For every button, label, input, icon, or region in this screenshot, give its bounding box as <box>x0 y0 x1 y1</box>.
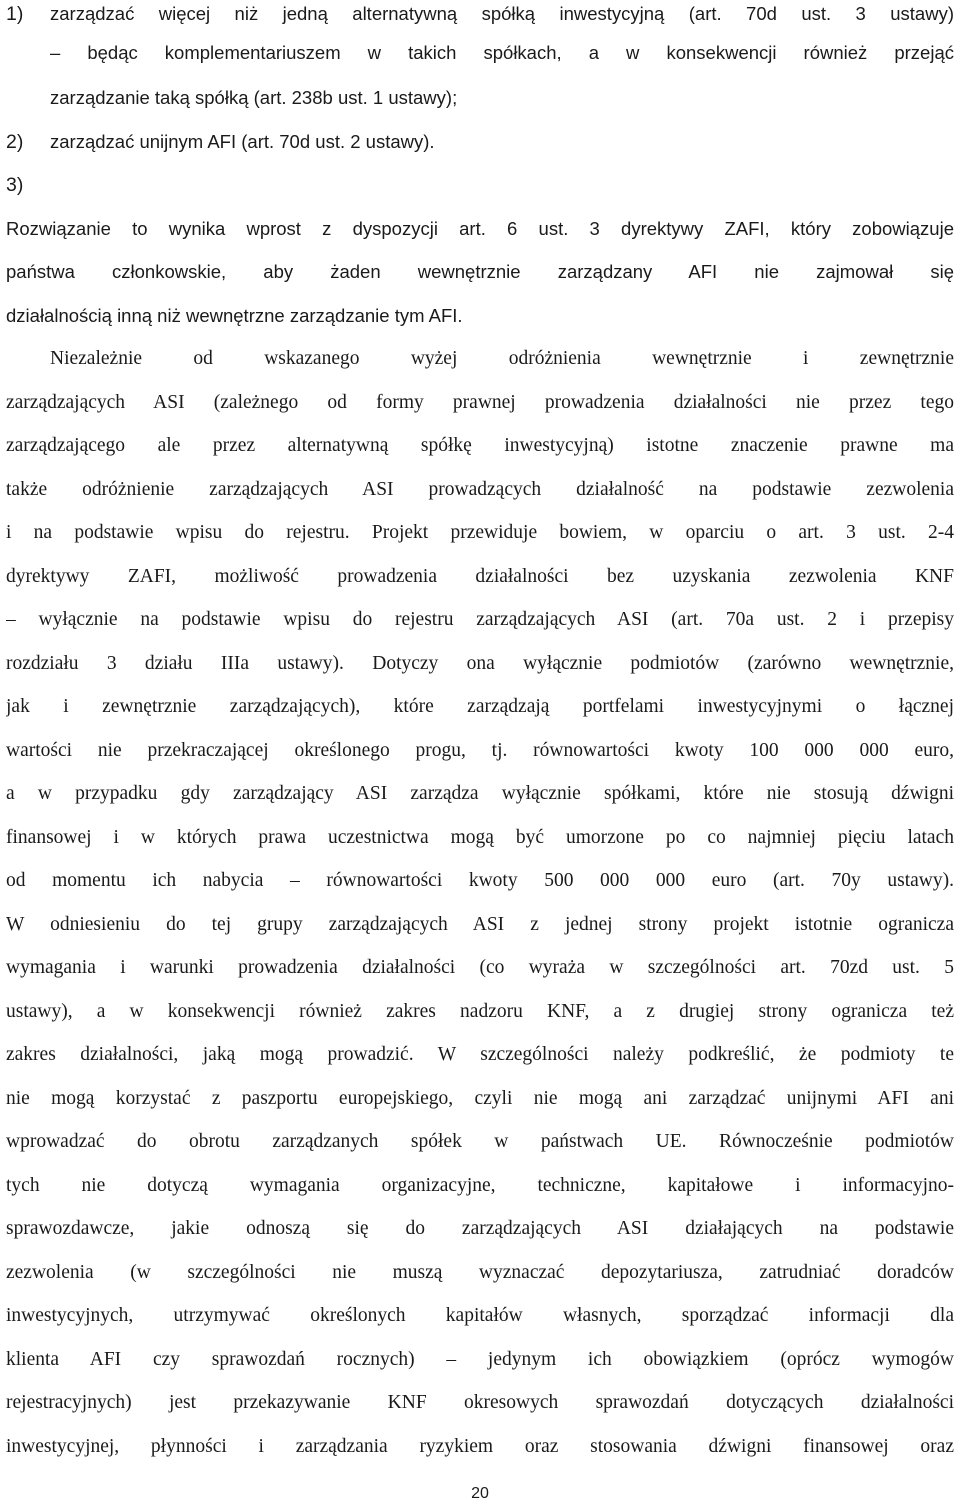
list-marker-2: 2) <box>6 131 24 153</box>
paragraph-2-line-7: – wyłącznie na podstawie wpisu do rejestru zarządzających ASI (art. 70a ust. 2 i przepisy <box>6 609 954 630</box>
paragraph-2-line-22: zezwolenia (w szczególności nie muszą wyznaczać depozytariusza, zatrudniać doradców <box>6 1262 954 1283</box>
paragraph-2-line-25: rejestracyjnych) jest przekazywanie KNF okresowych sprawozdań dotyczących działalności <box>6 1392 954 1413</box>
paragraph-2-line-12: finansowej i w których prawa uczestnictwa mogą być umorzone po co najmniej pięciu latach <box>6 827 954 848</box>
paragraph-2-line-5: i na podstawie wpisu do rejestru. Projekt przewiduje bowiem, w oparciu o art. 3 ust. 2-4 <box>6 522 954 543</box>
list-item-1-line-1: zarządzać więcej niż jedną alternatywną spółką inwestycyjną (art. 70d ust. 3 ustawy) <box>50 3 954 24</box>
list-item-1-line-3: zarządzanie taką spółką (art. 238b ust. 1 ustawy); <box>50 87 458 108</box>
paragraph-2-line-6: dyrektywy ZAFI, możliwość prowadzenia działalności bez uzyskania zezwolenia KNF <box>6 566 954 587</box>
paragraph-2-line-15: wymagania i warunki prowadzenia działalności (co wyraża w szczególności art. 70zd ust. 5 <box>6 957 954 978</box>
list-item-2-line-1: zarządzać unijnym AFI (art. 70d ust. 2 ustawy). <box>50 131 435 152</box>
paragraph-2-line-17: zakres działalności, jaką mogą prowadzić. W szczególności należy podkreślić, że podmioty te <box>6 1044 954 1065</box>
paragraph-1-line-2: państwa członkowskie, aby żaden wewnętrznie zarządzany AFI nie zajmował się <box>6 261 954 282</box>
paragraph-2-line-21: sprawozdawcze, jakie odnoszą się do zarządzających ASI działających na podstawie <box>6 1218 954 1239</box>
list-item-1-line-2: – będąc komplementariuszem w takich spółkach, a w konsekwencji również przejąć <box>50 42 954 63</box>
paragraph-2-line-9: jak i zewnętrznie zarządzających), które zarządzają portfelami inwestycyjnymi o łącznej <box>6 696 954 717</box>
paragraph-2-line-20: tych nie dotyczą wymagania organizacyjne, techniczne, kapitałowe i informacyjno- <box>6 1175 954 1196</box>
paragraph-1-line-1: Rozwiązanie to wynika wprost z dyspozycji art. 6 ust. 3 dyrektywy ZAFI, który zobowiązuje <box>6 218 954 239</box>
paragraph-2-line-16: ustawy), a w konsekwencji również zakres nadzoru KNF, a z drugiej strony ogranicza też <box>6 1001 954 1022</box>
paragraph-2-line-23: inwestycyjnych, utrzymywać określonych kapitałów własnych, sporządzać informacji dla <box>6 1305 954 1326</box>
paragraph-2-line-3: zarządzającego ale przez alternatywną spółkę inwestycyjną) istotne znaczenie prawne ma <box>6 435 954 456</box>
paragraph-2-line-2: zarządzających ASI (zależnego od formy prawnej prowadzenia działalności nie przez tego <box>6 392 954 413</box>
page-number: 20 <box>471 1485 489 1502</box>
paragraph-1-line-3: działalnością inną niż wewnętrzne zarządzanie tym AFI. <box>6 305 463 326</box>
paragraph-2-line-4: także odróżnienie zarządzających ASI prowadzących działalność na podstawie zezwolenia <box>6 479 954 500</box>
paragraph-2-line-13: od momentu ich nabycia – równowartości kwoty 500 000 000 euro (art. 70y ustawy). <box>6 870 954 891</box>
paragraph-2-line-1: Niezależnie od wskazanego wyżej odróżnienia wewnętrznie i zewnętrznie <box>50 348 954 369</box>
paragraph-2-line-8: rozdziału 3 działu IIIa ustawy). Dotyczy ona wyłącznie podmiotów (zarówno wewnętrznie, <box>6 653 954 674</box>
paragraph-2-line-14: W odniesieniu do tej grupy zarządzających ASI z jednej strony projekt istotnie ogranicza <box>6 914 954 935</box>
paragraph-2-line-24: klienta AFI czy sprawozdań rocznych) – jedynym ich obowiązkiem (oprócz wymogów <box>6 1349 954 1370</box>
list-marker-3: 3) <box>6 174 24 196</box>
paragraph-2-line-11: a w przypadku gdy zarządzający ASI zarządza wyłącznie spółkami, które nie stosują dźwigni <box>6 783 954 804</box>
paragraph-2-line-26: inwestycyjnej, płynności i zarządzania ryzykiem oraz stosowania dźwigni finansowej oraz <box>6 1436 954 1457</box>
paragraph-2-line-18: nie mogą korzystać z paszportu europejskiego, czyli nie mogą ani zarządzać unijnymi AFI ani <box>6 1088 954 1109</box>
paragraph-2-line-19: wprowadzać do obrotu zarządzanych spółek w państwach UE. Równocześnie podmiotów <box>6 1131 954 1152</box>
list-marker-1: 1) <box>6 3 24 25</box>
paragraph-2-line-10: wartości nie przekraczającej określonego progu, tj. równowartości kwoty 100 000 000 euro, <box>6 740 954 761</box>
